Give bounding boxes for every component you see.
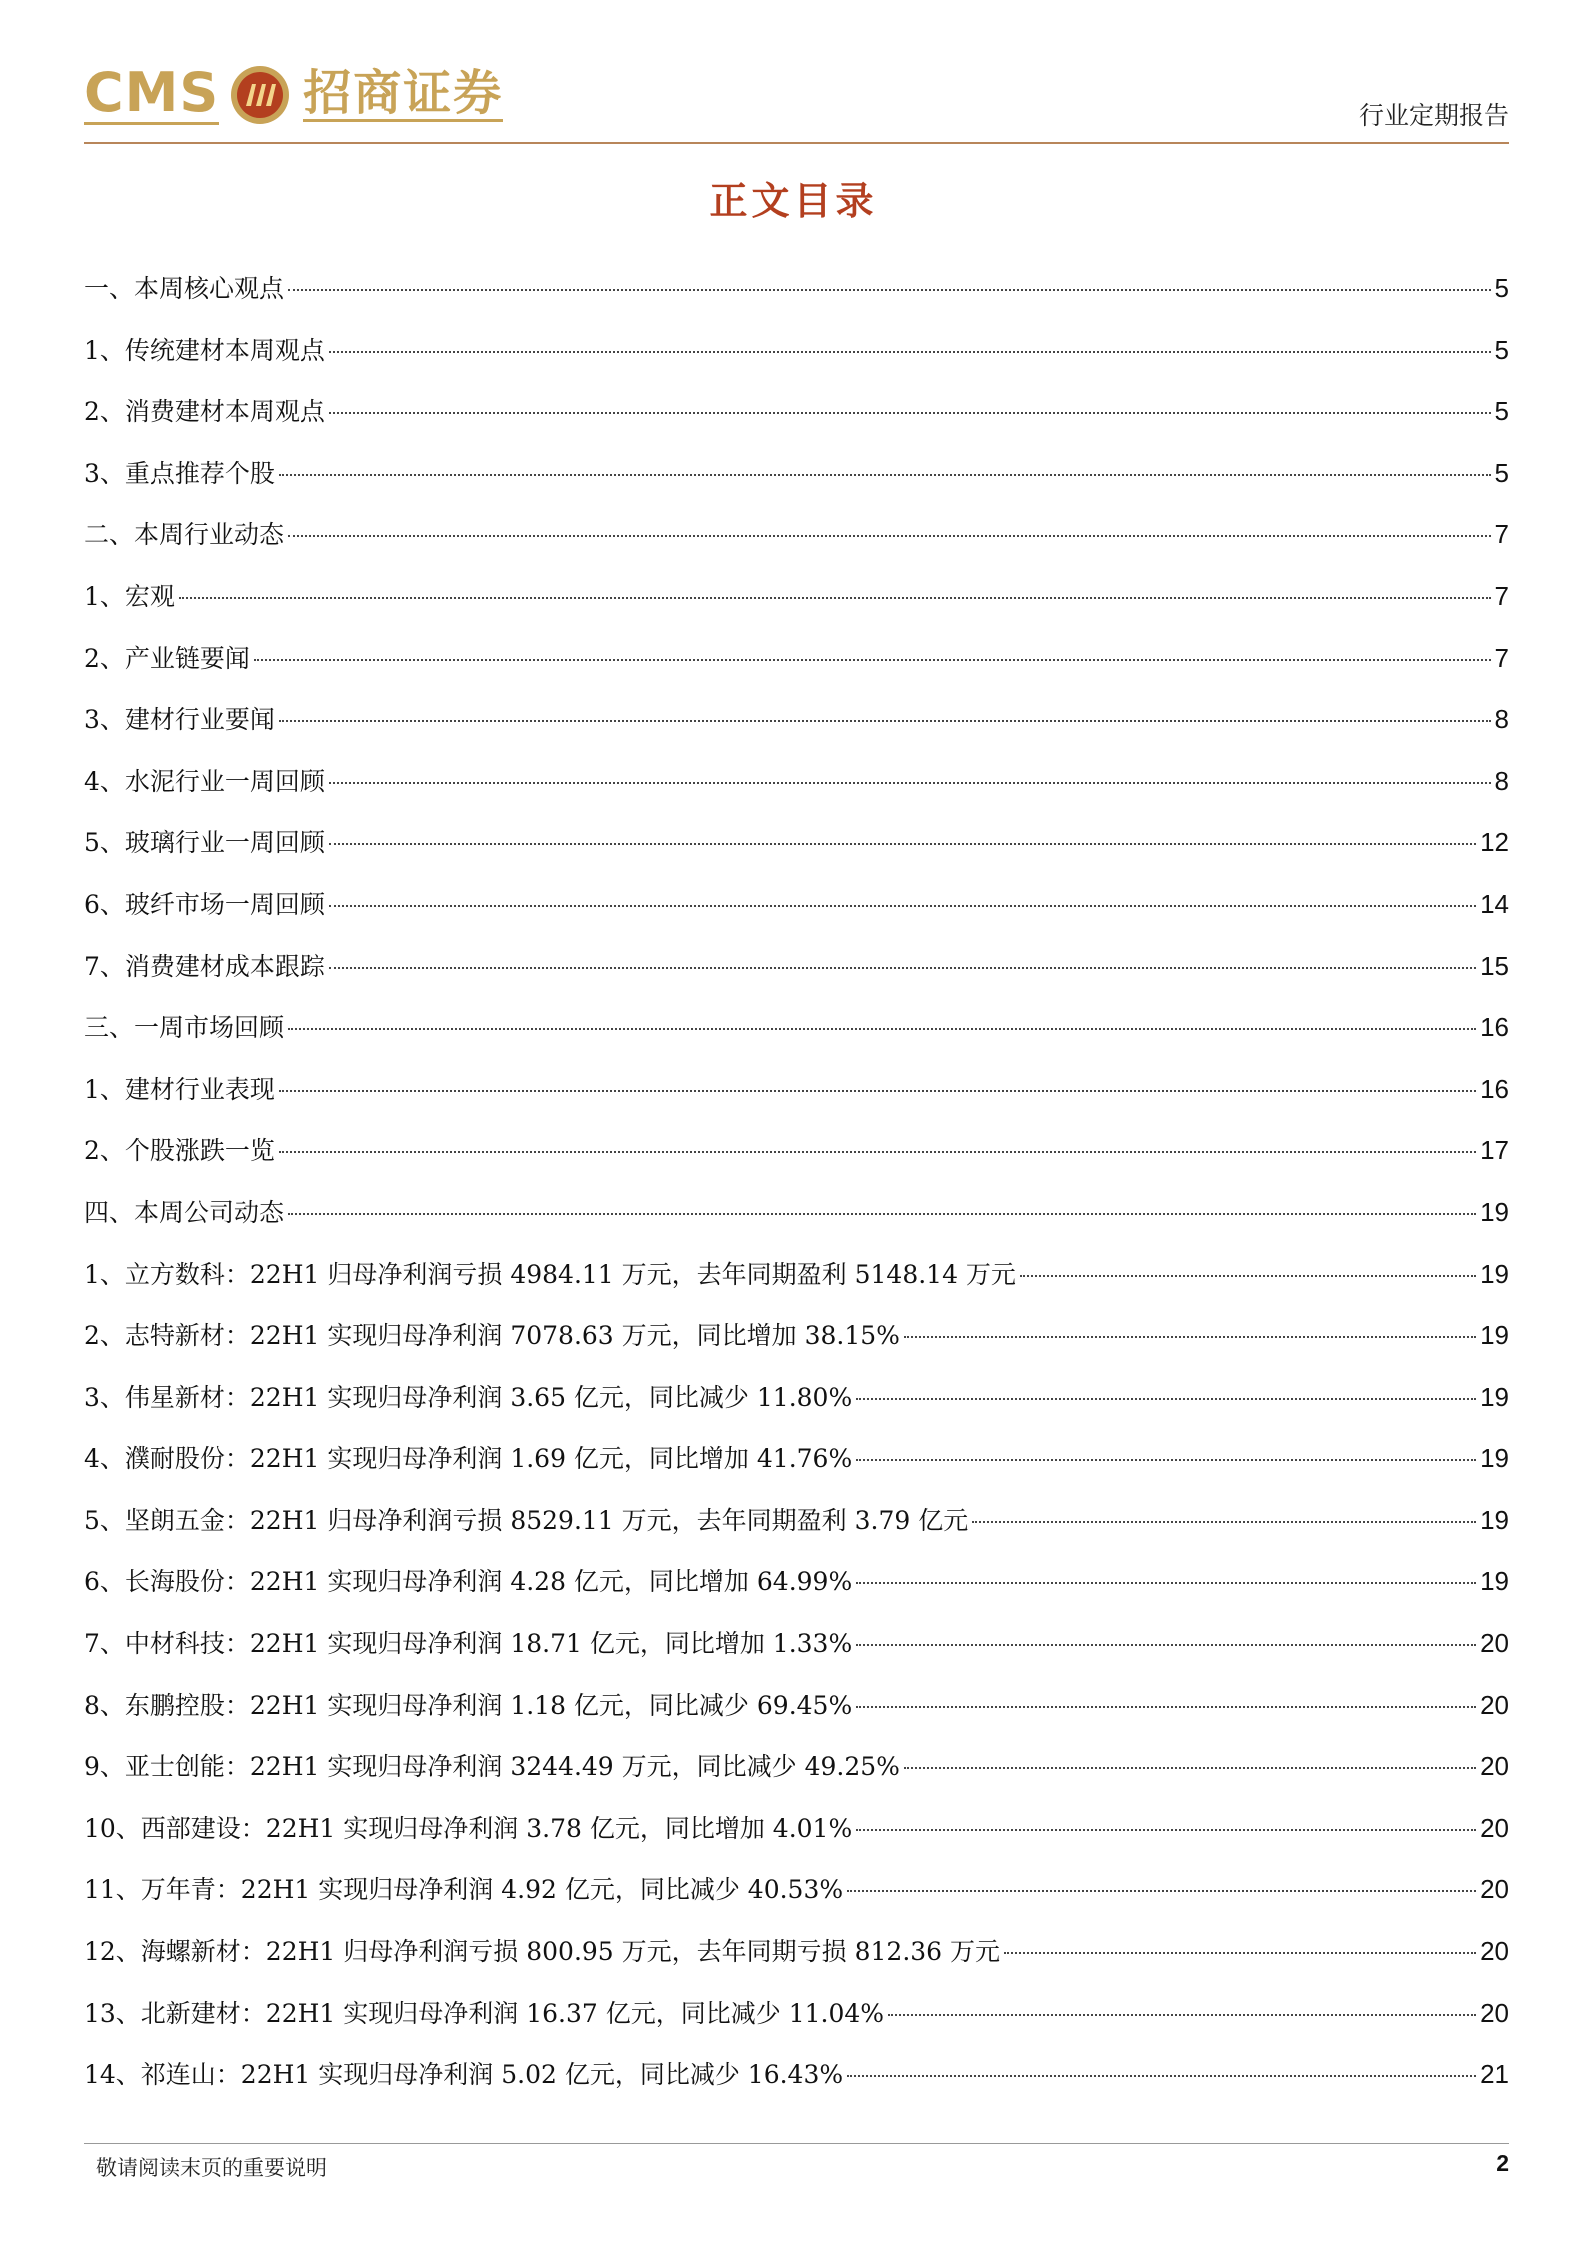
- toc-dot-leader: [288, 289, 1491, 291]
- toc-entry-page: 12: [1480, 827, 1509, 858]
- toc-dot-leader: [888, 2014, 1476, 2016]
- toc-dot-leader: [972, 1521, 1476, 1523]
- toc-entry-label: 5、坚朗五金：22H1 归母净利润亏损 8529.11 万元，去年同期盈利 3.79 亿元: [84, 1505, 969, 1535]
- toc-entry[interactable]: [84, 1309, 1509, 1371]
- toc-entry[interactable]: [84, 508, 1509, 570]
- toc-title: 正文目录: [709, 178, 878, 223]
- toc-entry[interactable]: [84, 1802, 1509, 1864]
- toc-entry[interactable]: [84, 570, 1509, 632]
- toc-dot-leader: [856, 1582, 1476, 1584]
- toc-entry[interactable]: [84, 816, 1509, 878]
- toc-dot-leader: [856, 1706, 1476, 1708]
- toc-entry-page: 5: [1494, 457, 1509, 488]
- toc-entry-page: 20: [1480, 1874, 1509, 1905]
- toc-entry[interactable]: [84, 632, 1509, 694]
- toc-entry-page: 20: [1480, 1936, 1509, 1967]
- toc-dot-leader: [856, 1459, 1476, 1461]
- toc-entry-page: 19: [1480, 1381, 1509, 1412]
- toc-entry-label: 10、西部建设：22H1 实现归母净利润 3.78 亿元，同比增加 4.01%: [84, 1813, 853, 1843]
- toc-dot-leader: [329, 351, 1491, 353]
- toc-entry[interactable]: [84, 1987, 1509, 2049]
- toc-entry-label: 14、祁连山：22H1 实现归母净利润 5.02 亿元，同比减少 16.43%: [84, 2060, 844, 2090]
- toc-dot-leader: [279, 474, 1491, 476]
- toc-entry-page: 20: [1480, 1997, 1509, 2028]
- toc-entry-label: 四、本周公司动态: [84, 1197, 285, 1227]
- toc-entry[interactable]: [84, 1186, 1509, 1248]
- toc-dot-leader: [329, 967, 1476, 969]
- toc-dot-leader: [904, 1336, 1476, 1338]
- logo-chinese-text: 招商证券: [303, 64, 504, 121]
- toc-entry[interactable]: [84, 1001, 1509, 1063]
- toc-dot-leader: [288, 1028, 1476, 1030]
- toc-dot-leader: [288, 1213, 1476, 1215]
- toc-entry-label: 3、重点推荐个股: [84, 458, 275, 488]
- cms-logo: [84, 60, 503, 130]
- toc-entry-page: 14: [1480, 888, 1509, 919]
- toc-entry[interactable]: [84, 1124, 1509, 1186]
- toc-entry[interactable]: [84, 878, 1509, 940]
- toc-entry[interactable]: [84, 324, 1509, 386]
- toc-entry-label: 1、传统建材本周观点: [84, 335, 325, 365]
- toc-entry-page: 5: [1494, 396, 1509, 427]
- toc-entry[interactable]: [84, 1925, 1509, 1987]
- toc-dot-leader: [1020, 1275, 1476, 1277]
- toc-entry[interactable]: [84, 1432, 1509, 1494]
- toc-entry-label: 1、建材行业表现: [84, 1074, 275, 1104]
- toc-entry-label: 3、伟星新材：22H1 实现归母净利润 3.65 亿元，同比减少 11.80%: [84, 1382, 853, 1412]
- toc-dot-leader: [1004, 1952, 1476, 1954]
- toc-dot-leader: [279, 1151, 1476, 1153]
- toc-entry[interactable]: [84, 1248, 1509, 1310]
- toc-entry[interactable]: [84, 447, 1509, 509]
- toc-entry-page: 5: [1494, 334, 1509, 365]
- toc-dot-leader: [329, 843, 1476, 845]
- toc-entry-label: 2、志特新材：22H1 实现归母净利润 7078.63 万元，同比增加 38.15%: [84, 1321, 900, 1351]
- toc-dot-leader: [904, 1767, 1476, 1769]
- toc-entry-label: 6、玻纤市场一周回顾: [84, 889, 325, 919]
- toc-entry[interactable]: [84, 385, 1509, 447]
- footer-disclaimer-note: 敬请阅读末页的重要说明: [96, 2156, 327, 2180]
- toc-entry-page: 21: [1480, 2059, 1509, 2090]
- toc-entry-label: 8、东鹏控股：22H1 实现归母净利润 1.18 亿元，同比减少 69.45%: [84, 1690, 853, 1720]
- toc-entry-page: 7: [1494, 580, 1509, 611]
- toc-dot-leader: [856, 1829, 1476, 1831]
- toc-entry[interactable]: [84, 1617, 1509, 1679]
- toc-entry-label: 7、消费建材成本跟踪: [84, 951, 325, 981]
- toc-entry-page: 19: [1480, 1566, 1509, 1597]
- toc-entry-label: 2、产业链要闻: [84, 643, 250, 673]
- toc-entry-label: 4、濮耐股份：22H1 实现归母净利润 1.69 亿元，同比增加 41.76%: [84, 1444, 853, 1474]
- toc-entry[interactable]: [84, 2048, 1509, 2110]
- report-type-label: 行业定期报告: [1358, 101, 1509, 130]
- toc-dot-leader: [329, 412, 1491, 414]
- toc-dot-leader: [329, 782, 1491, 784]
- toc-dot-leader: [847, 2075, 1476, 2077]
- toc-entry-page: 15: [1480, 950, 1509, 981]
- toc-entry[interactable]: [84, 1371, 1509, 1433]
- toc-entry-label: 13、北新建材：22H1 实现归母净利润 16.37 亿元，同比减少 11.04%: [84, 1998, 885, 2028]
- toc-entry-label: 一、本周核心观点: [84, 274, 285, 303]
- toc-entry-label: 三、一周市场回顾: [84, 1013, 285, 1043]
- toc-entry-label: 3、建材行业要闻: [84, 705, 275, 735]
- header-divider: [84, 142, 1509, 144]
- toc-entry-label: 2、个股涨跌一览: [84, 1136, 275, 1166]
- toc-entry-page: 16: [1480, 1012, 1509, 1043]
- toc-entry-page: 19: [1480, 1258, 1509, 1289]
- toc-dot-leader: [856, 1398, 1476, 1400]
- toc-entry-page: 8: [1494, 704, 1509, 735]
- toc-entry[interactable]: [84, 1494, 1509, 1556]
- toc-entry[interactable]: [84, 1679, 1509, 1741]
- toc-entry-label: 二、本周行业动态: [84, 520, 285, 550]
- toc-entry[interactable]: [84, 693, 1509, 755]
- toc-entry-label: 11、万年青：22H1 实现归母净利润 4.92 亿元，同比减少 40.53%: [84, 1875, 844, 1905]
- page-number: 2: [1496, 2150, 1509, 2176]
- toc-entry[interactable]: [84, 755, 1509, 817]
- toc-entry-label: 5、玻璃行业一周回顾: [84, 828, 325, 858]
- table-of-contents: [84, 262, 1509, 2110]
- toc-entry-page: 5: [1494, 273, 1509, 303]
- toc-entry-page: 20: [1480, 1689, 1509, 1720]
- toc-entry-page: 16: [1480, 1073, 1509, 1104]
- toc-entry-page: 19: [1480, 1504, 1509, 1535]
- toc-dot-leader: [288, 535, 1491, 537]
- toc-entry-label: 1、立方数科：22H1 归母净利润亏损 4984.11 万元，去年同期盈利 5148.14 万元: [84, 1259, 1016, 1289]
- toc-entry-page: 7: [1494, 519, 1509, 550]
- footer-divider: [84, 2143, 1509, 2144]
- toc-entry-page: 20: [1480, 1751, 1509, 1782]
- toc-entry[interactable]: [84, 1555, 1509, 1617]
- logo-latin-text: CMS: [84, 60, 220, 124]
- toc-dot-leader: [279, 720, 1491, 722]
- toc-entry[interactable]: [84, 1063, 1509, 1125]
- toc-dot-leader: [254, 659, 1491, 661]
- toc-entry[interactable]: [84, 1740, 1509, 1802]
- toc-entry[interactable]: [84, 940, 1509, 1002]
- toc-entry[interactable]: [84, 1863, 1509, 1925]
- toc-dot-leader: [179, 597, 1491, 599]
- toc-entry-page: 19: [1480, 1443, 1509, 1474]
- toc-entry-page: 19: [1480, 1320, 1509, 1351]
- toc-entry-label: 1、宏观: [84, 581, 175, 611]
- toc-entry-page: 8: [1494, 765, 1509, 796]
- toc-entry-page: 7: [1494, 642, 1509, 673]
- toc-entry-page: 17: [1480, 1135, 1509, 1166]
- toc-entry-label: 9、亚士创能：22H1 实现归母净利润 3244.49 万元，同比减少 49.25%: [84, 1752, 900, 1782]
- toc-entry-label: 7、中材科技：22H1 实现归母净利润 18.71 亿元，同比增加 1.33%: [84, 1629, 853, 1659]
- cms-emblem-icon: [229, 64, 291, 126]
- toc-entry-label: 12、海螺新材：22H1 归母净利润亏损 800.95 万元，去年同期亏损 812.36 万元: [84, 1937, 1001, 1967]
- toc-entry[interactable]: [84, 262, 1509, 324]
- toc-entry-page: 20: [1480, 1628, 1509, 1659]
- toc-entry-label: 4、水泥行业一周回顾: [84, 766, 325, 796]
- toc-dot-leader: [847, 1890, 1476, 1892]
- toc-dot-leader: [279, 1090, 1476, 1092]
- toc-entry-label: 2、消费建材本周观点: [84, 397, 325, 427]
- toc-dot-leader: [856, 1644, 1476, 1646]
- toc-entry-label: 6、长海股份：22H1 实现归母净利润 4.28 亿元，同比增加 64.99%: [84, 1567, 853, 1597]
- toc-dot-leader: [329, 905, 1476, 907]
- toc-entry-page: 19: [1480, 1196, 1509, 1227]
- toc-entry-page: 20: [1480, 1812, 1509, 1843]
- page-header: [84, 52, 1509, 142]
